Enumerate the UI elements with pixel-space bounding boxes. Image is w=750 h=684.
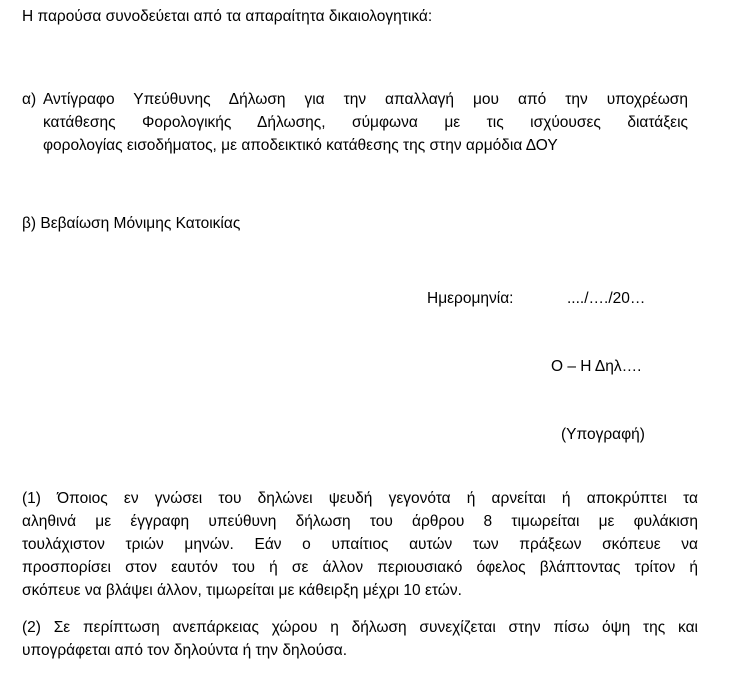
signature-label: (Υπογραφή) — [561, 426, 645, 443]
footnote-1-line-5: σκόπευε να βλάψει άλλον, τιμωρείται με κάθειρξη μέχρι 10 ετών. — [22, 582, 462, 599]
item-a-marker: α) — [22, 91, 37, 108]
footnote-2-line-2: υπογράφεται από τον δηλούντα ή την δηλούσα. — [22, 642, 348, 659]
declarant-label: Ο – Η Δηλ…. — [551, 358, 642, 375]
footnote-1-line-4: προσπορίσει στον εαυτόν του ή σε άλλον περιουσιακό όφελος βλάπτοντας τρίτον ή — [22, 559, 698, 576]
footnote-2-line-1: (2) Σε περίπτωση ανεπάρκειας χώρου η δήλωση συνεχίζεται στην πίσω όψη της και — [22, 619, 698, 636]
date-label: Ημερομηνία: — [427, 290, 514, 307]
footnote-1-line-3: τουλάχιστον τριών μηνών. Εάν ο υπαίτιος αυτών των πράξεων σκόπευε να — [22, 536, 698, 553]
footnote-1-line-2: αληθινά με έγγραφη υπεύθυνη δήλωση του άρθρου 8 τιμωρείται με φυλάκιση — [22, 513, 698, 530]
item-a-line-3: φορολογίας εισοδήματος, με αποδεικτικό κατάθεσης της στην αρμόδια ΔΟΥ — [43, 137, 558, 154]
item-a-line-2: κατάθεσης Φορολογικής Δήλωσης, σύμφωνα με τις ισχύουσες διατάξεις — [43, 114, 688, 131]
footnote-1-line-1: (1) Όποιος εν γνώσει του δηλώνει ψευδή γεγονότα ή αρνείται ή αποκρύπτει τα — [22, 490, 698, 507]
intro-text: Η παρούσα συνοδεύεται από τα απαραίτητα δικαιολογητικά: — [22, 8, 433, 25]
item-b-text: β) Βεβαίωση Μόνιμης Κατοικίας — [22, 215, 241, 232]
date-value: ..../…./20… — [567, 290, 646, 307]
item-a-line-1: Αντίγραφο Υπεύθυνης Δήλωση για την απαλλαγή μου από την υποχρέωση — [43, 91, 688, 108]
